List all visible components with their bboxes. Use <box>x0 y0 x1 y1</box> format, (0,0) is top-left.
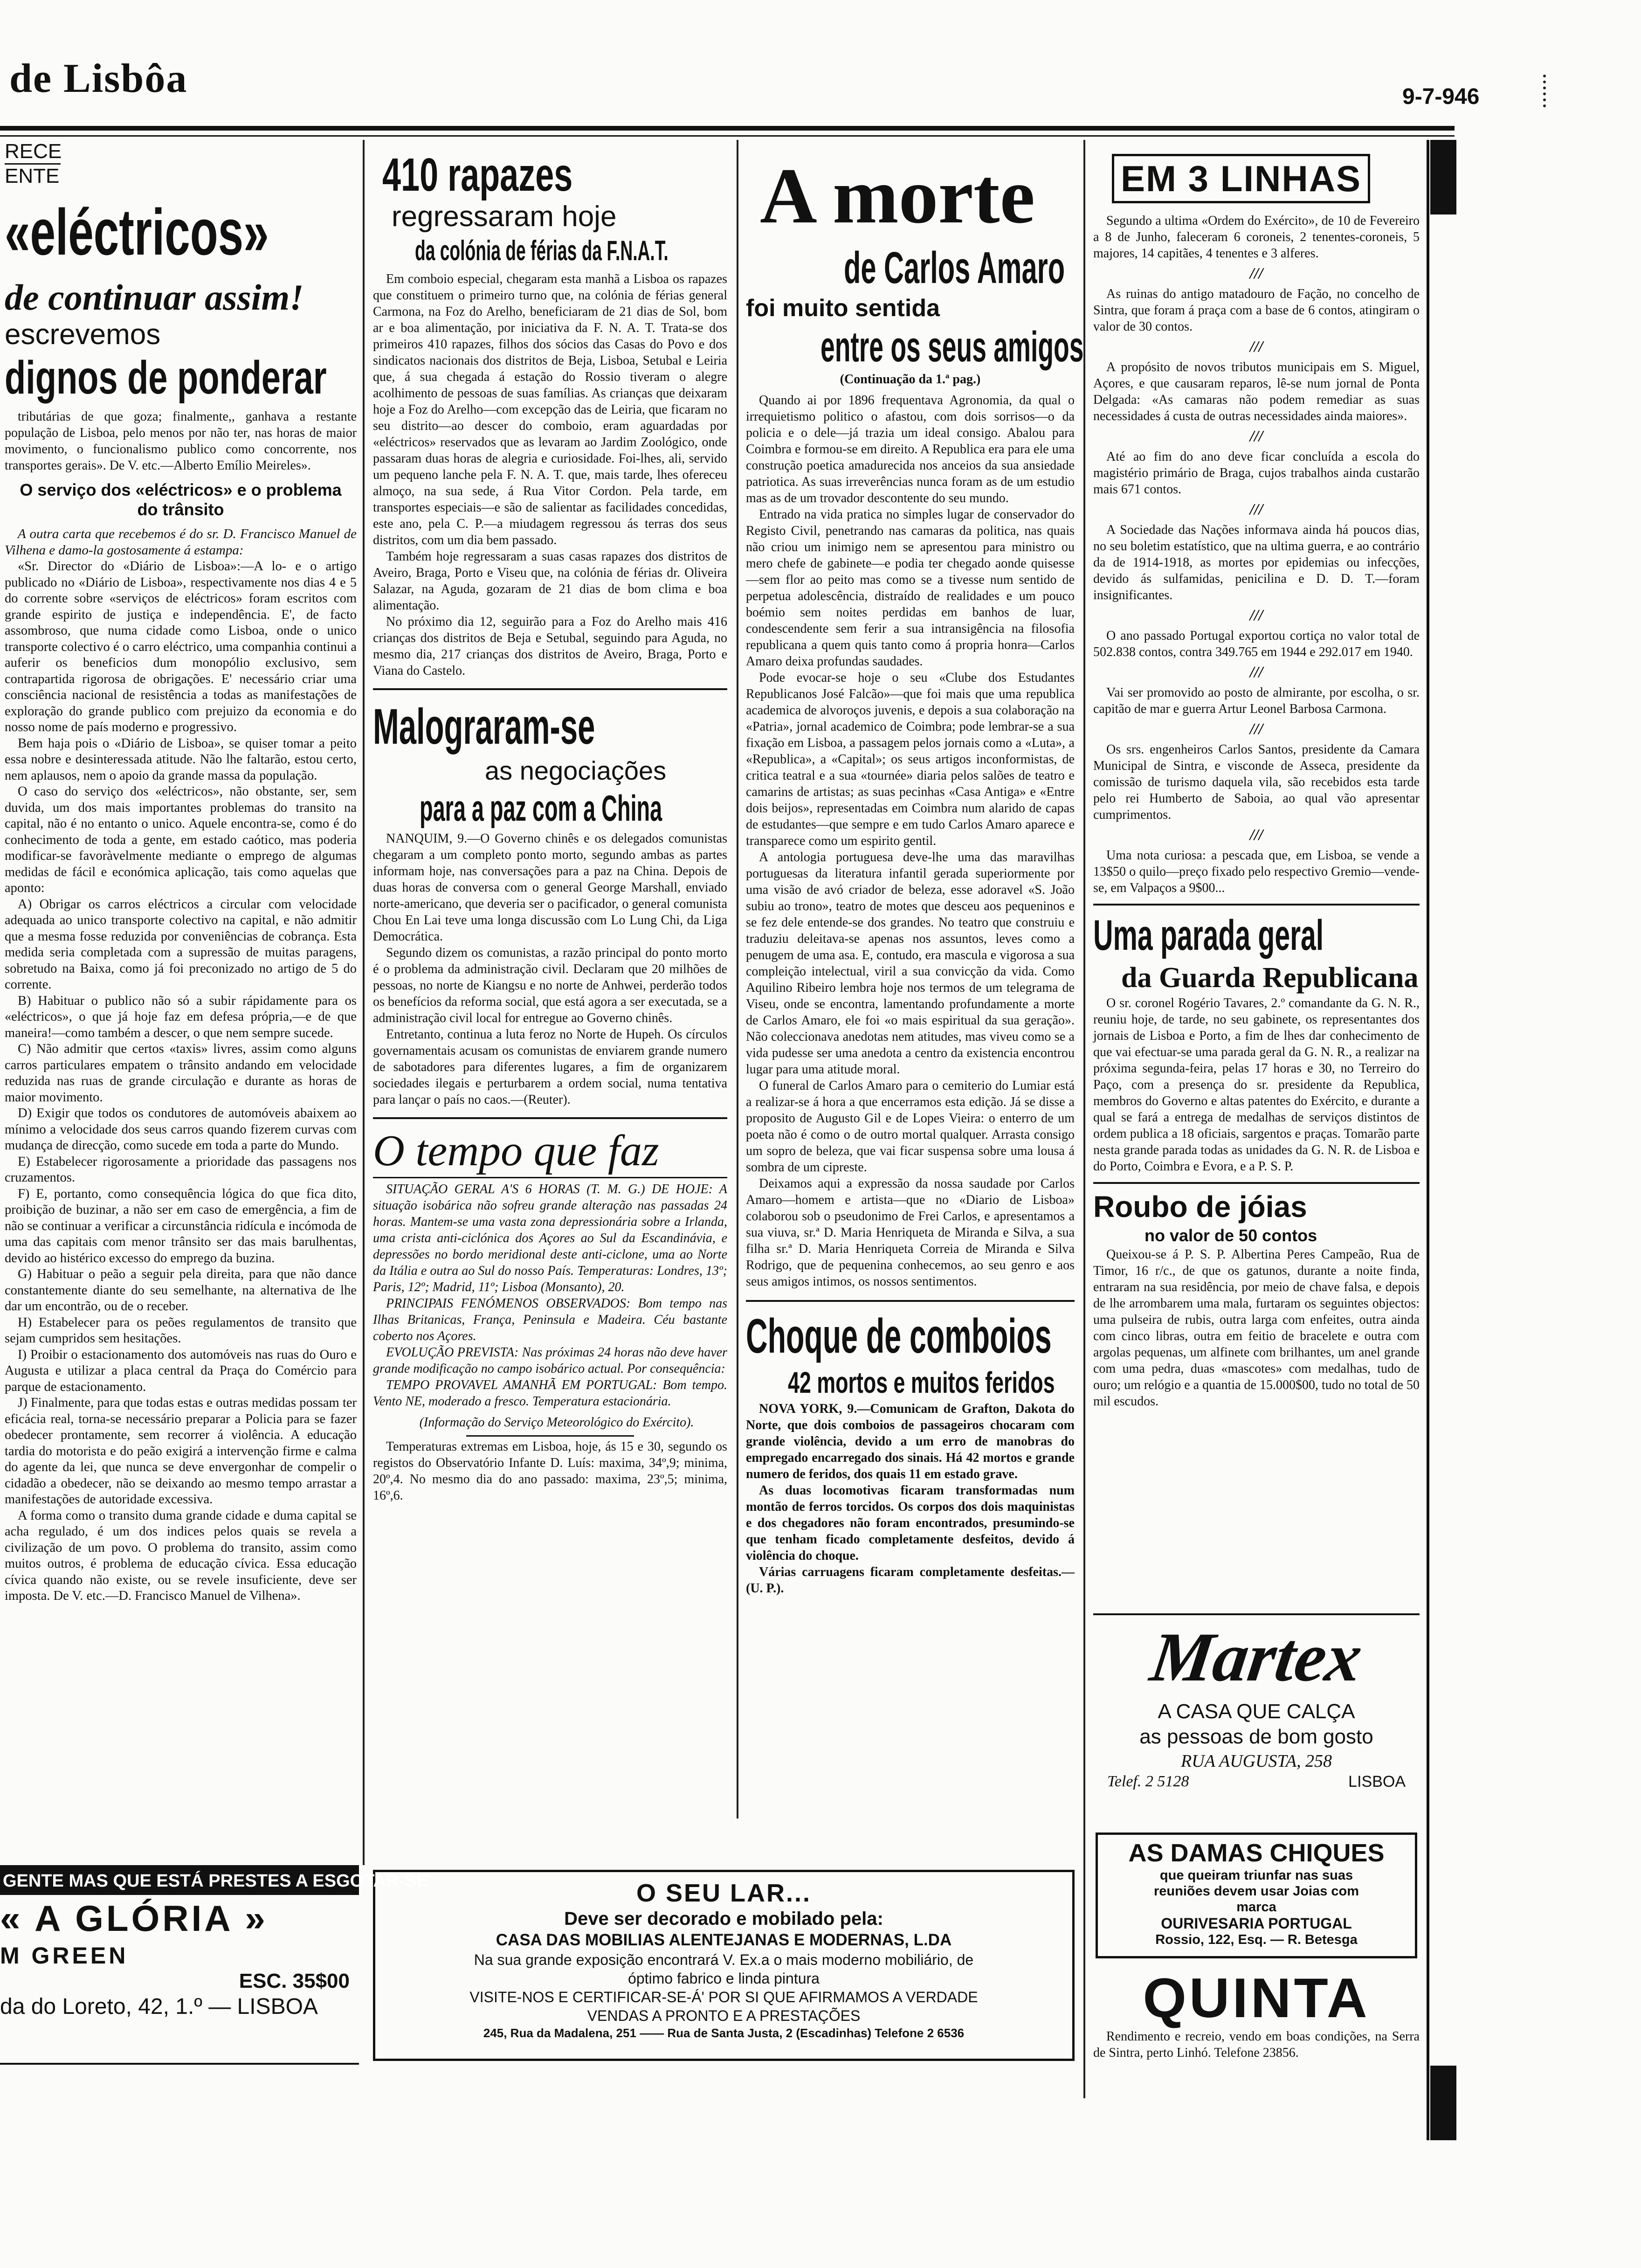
masthead-rule-thin <box>0 135 1455 137</box>
ad-line: que queiram triunfar nas suas <box>1159 1868 1353 1883</box>
paragraph: Em comboio especial, chegaram esta manhã a Lisboa os rapazes que constituem o primeiro turno que, na colónia de férias general Carmona, na Foz do Arelho, beneficiaram de 21 dias de Sol, bom ar e boa alimentação, por iniciativa da F. N. A. T. Trata-se dos primeiros 410 rapazes, filhos dos sócios das Casas do Povo e dos sindicatos nacionais dos distritos de Beja, Lisboa, Setubal e Leiria que, á sua chegada á estação do Rossio tiveram o alegre acolhimento de pessoas de suas famílias. As crianças que deixaram hoje a Foz do Arelho—com excepção das de Leiria, que ficaram no seu distrito—ao descer do comboio, eram aguardadas por «eléctricos» reservados que as levaram ao Jardim Zoológico, onde passaram duas horas de alegria e curiosidade. Foi-lhes, ali, servido um pequeno lanche pela F. N. A. T. que, mais tarde, lhes ofereceu almoço, na sua sede, á Rua Vitor Cordon. Pela tarde, em transportes especiais—e são de salientar as facilidades concedidas, este ano, pela C. P.—a miudagem regressou ás terras dos seus distritos, com um dia bem passado. <box>373 272 727 547</box>
column-rule <box>363 140 365 1865</box>
ad-line: GENTE MAS QUE ESTÁ PRESTES A ESGOTAR-SE <box>0 1867 359 1895</box>
ad-line: Rossio, 122, Esq. — R. Betesga <box>1155 1932 1358 1947</box>
headline: 410 rapazes <box>382 149 573 201</box>
headline: «eléctricos» <box>5 195 269 269</box>
separator: /// <box>1249 607 1263 624</box>
kicker: ENTE <box>5 163 61 188</box>
separator: /// <box>1249 428 1263 445</box>
paragraph: J) Finalmente, para que todas estas e outras medidas possam ter eficácia real, torna-se necessário preparar a Policia para se fazer obedecer prontamente, sem recorrer á violência. A educação tardia do motorista e do peão exigirá a intervenção firme e calma do agente da lei, que nunca se deve envergonhar de compelir o cidadão a obedecer, não se deixando ao mesmo tempo arrastar a manifestações de autoridade excessiva. <box>5 1396 357 1507</box>
ad-line: M GREEN <box>0 1943 129 1969</box>
margin-block <box>1430 140 1456 214</box>
paragraph: (Informação do Serviço Meteorológico do Exército). <box>419 1415 694 1430</box>
separator: /// <box>1249 338 1263 355</box>
news-item: A propósito de novos tributos municipais em S. Miguel, Açores, e que causaram reparos, lê-se num jornal de Ponta Delgada: «As camaras não podem remediar as suas necessidades á custa de outras necessidades ainda maiores». <box>1093 360 1420 423</box>
paragraph: Bem haja pois o «Diário de Lisboa», se quiser tomar a peito essa nobre e desinteressada atitude. Não lhe faltarão, estou certo, nem aplausos, nem o apoio da grande massa da população. <box>5 736 357 783</box>
column-3 <box>746 152 1084 1597</box>
paragraph: I) Proibir o estacionamento dos automóveis nas ruas do Ouro e Augusta e utilizar a placa central da Praça do Comércio para parque de estacionamento. <box>5 1347 357 1394</box>
subhead: da Guarda Republicana <box>1121 962 1419 994</box>
paragraph: «Sr. Director do «Diário de Lisboa»:—A lo- e o artigo publicado no «Diário de Lisboa», respectivamente nos dias 4 e 5 do corrente sobre «serviços de eléctricos» foram escritos com grande espirito de justiça e independência. E', de facto assombroso, que numa cidade como Lisboa, onde o unico transporte colectivo é o carro eléctrico, uma companhia continui a auferir os beneficios dum monopólio exclusivo, sem contrapartida rigorosa de obrigações. E' necessário criar uma consciência nacional de resistência a todas as manifestações de exploração do grande publico com prejuizo da economia e do nosso nome de país moderno e progressivo. <box>5 559 357 734</box>
ad-line: 245, Rua da Madalena, 251 —— Rua de Santa Justa, 2 (Escadinhas) Telefone 2 6536 <box>483 2026 965 2040</box>
paragraph: O sr. coronel Rogério Tavares, 2.º comandante da G. N. R., reuniu hoje, de tarde, no seu gabinete, os representantes dos jornais de Lisboa e Porto, a fim de lhes dar conhecimento de que vai efectuar-se uma parada geral da G. N. R., a realizar na próxima segunda-feira, pelas 17 horas e 30, no Terreiro do Paço, com a presença do sr. presidente da Republica, membros do Governo e altas patentes do Exército, e durante a qual se fará a entrega de medalhas de serviços distintos de ordem publica a 18 oficiais, sargentos e praças. Tomarão parte nesta grande parada todas as unidades da G. N. R. de Lisboa e do Porto, Coimbra e Evora, e a P. S. P. <box>1093 996 1420 1174</box>
section-title: O serviço dos «eléctricos» e o problema do trânsito <box>20 480 342 519</box>
ad-title: AS DAMAS CHIQUES <box>1128 1839 1385 1867</box>
news-item: Até ao fim do ano deve ficar concluída a escola do magistério primário de Braga, cujos trabalhos ainda custarão mais 671 contos. <box>1093 449 1420 497</box>
paragraph: No próximo dia 12, seguirão para a Foz do Arelho mais 416 crianças dos distritos de Beja e Setubal, seguindo para Aguda, no mesmo dia, 217 crianças dos distritos de Aveiro, Braga, Porto e Viana do Castelo. <box>373 615 727 678</box>
martex-slogan: as pessoas de bom gosto <box>1139 1725 1373 1748</box>
masthead-date: 9-7-946 <box>1402 84 1480 109</box>
paragraph: tributárias de que goza; finalmente,, ganhava a restante população de Lisboa, pelo menos por não ter, nas horas de maior movimento, o funcionalismo publico como concorrente, nos transportes gerais». De V. etc.—Alberto Emílio Meireles». <box>5 409 357 473</box>
subhead: no valor de 50 contos <box>1145 1226 1317 1245</box>
paragraph: TEMPO PROVAVEL AMANHÃ EM PORTUGAL: Bom tempo. Vento NE, moderado a fresco. Temperatura estacionária. <box>373 1378 727 1409</box>
news-item: O ano passado Portugal exportou cortiça no valor total de 502.838 contos, contra 349.765 em 1944 e 292.017 em 1940. <box>1093 629 1420 659</box>
paragraph: H) Estabelecer para os peões regulamentos de transito que sejam cumpridos sem hesitações. <box>5 1315 357 1346</box>
news-item: Uma nota curiosa: a pescada que, em Lisboa, se vende a 13$50 o quilo—preço fixado pelo respectivo Gremio—vende-se, em Valpaços a 9$00... <box>1093 848 1420 895</box>
subhead: 42 mortos e muitos feridos <box>788 1366 1055 1399</box>
paragraph: Pode evocar-se hoje o seu «Clube dos Estudantes Republicanos José Falcão»—que foi mais que uma republica academica de alvoroços juvenis, e depois a sua colaboração na «Patria», jornal academico de Coimbra; pode lembrar-se a sua fixação em Lisboa, a passagem pelos jornais como a «Luta», a «Republica», a «Capital»; os seus artigos inconformistas, de critica teatral e a sua «tournée» diaria pelos salões de teatro e camarins de artistas; as suas pecinhas «Casa Antiga» e «Entre dois beijos», representadas em Coimbra num alarido de capas de estudantes—que sempre e em tudo Carlos Amaro aparece e transparece como um espirito gentil. <box>746 671 1075 848</box>
ad-line: da do Loreto, 42, 1.º — LISBOA <box>0 1994 318 2019</box>
kicker: RECE <box>5 140 62 163</box>
separator: /// <box>1249 826 1263 844</box>
paragraph: As duas locomotivas ficaram transformadas num montão de ferros torcidos. Os corpos dos dois maquinistas e dos chegadores não foram encontrados, presumindo-se que tenham ficado completamente desfeitos, devido á violência do choque. <box>746 1483 1075 1563</box>
martex-address: RUA AUGUSTA, 258 <box>1180 1751 1332 1771</box>
subhead: as negociações <box>485 756 667 785</box>
news-item: Segundo a ultima «Ordem do Exército», de 10 de Fevereiro a 8 de Junho, faleceram 6 coroneis, 2 tenentes-coroneis, 5 majores, 14 capitães, 4 tenentes e 3 alferes. <box>1093 214 1420 261</box>
paragraph: Quando ai por 1896 frequentava Agronomia, da qual o irrequietismo politico o afastou, com dois sorrisos—o da policia e o dele—já trazia um ideal consigo. Abalou para Coimbra e formou-se em direito. A Republica era para ele uma construção poetica amadurecida nos anceios da sua ansiedade patriotica. As suas irreverências nunca foram as de um estudio mas as de um trovador descontente do seu mundo. <box>746 393 1075 505</box>
column-4 <box>1093 154 1420 1410</box>
paragraph: Queixou-se á P. S. P. Albertina Peres Campeão, Rua de Timor, 16 r/c., de que os gatunos, durante a noite finda, entraram na sua residência, por meio de chave falsa, e depois de lhe arrombarem uma mala, furtaram os seguintes objectos: uma pulseira de rubis, outra larga com enfeites, outra ainda com cinco libras, outra em feitio de bracelete e outra com argolas pequenas, um alfinete com brilhantes, um anel grande com uma pedra, duas «mascotes» com medalhas, tudo de ouro; um relógio e a quantia de 15.000$00, tudo no total de 50 mil escudos. <box>1093 1247 1420 1409</box>
damas-chiques-ad <box>1096 1832 1417 1958</box>
continuation-note: (Continuação da 1.ª pag.) <box>840 372 981 387</box>
ad-title: « A GLÓRIA » <box>0 1898 268 1939</box>
subhead: foi muito sentida <box>746 295 940 322</box>
subhead: de Carlos Amaro <box>844 243 1065 293</box>
martex-city: LISBOA <box>1348 1773 1406 1791</box>
column-2 <box>373 149 727 1504</box>
paragraph: SITUAÇÃO GERAL A'S 6 HORAS (T. M. G.) DE HOJE: A situação isobárica não sofreu grande alteração nas passadas 24 horas. Mantem-se uma vasta zona depressionária sobre a Irlanda, uma crista anti-ciclónica dos Açores ao Sul da Escandinávia, e depressões no bordo meridional deste anti-ciclone, uma ao Norte da Itália e outra ao Sul do nosso País. Temperaturas: Londres, 13º; Paris, 12º; Madrid, 11º; Lisboa (Monsanto), 20. <box>373 1182 727 1294</box>
masthead-rule <box>0 126 1455 131</box>
paragraph: EVOLUÇÃO PREVISTA: Nas próximas 24 horas não deve haver grande modificação no campo isobárico actual. Por consequência: <box>373 1345 727 1376</box>
paragraph: Temperaturas extremas em Lisboa, hoje, ás 15 e 30, segundo os registos do Observatório Infante D. Luís: maxima, 34º,9; minima, 20º,4. No mesmo dia do ano passado: maxima, 23º,5; minima, 16º,6. <box>373 1439 727 1503</box>
martex-phone: Telef. 2 5128 <box>1107 1773 1189 1790</box>
column-1 <box>5 140 357 1604</box>
paragraph: C) Não admitir que certos «taxis» livres, assim como alguns carros particulares empatem o trânsito andando em velocidade reduzida nas ruas de grande circulação e durante as horas de maior movimento. <box>5 1042 357 1105</box>
news-item: A Sociedade das Nações informava ainda há poucos dias, no seu boletim estatístico, que na ultima guerra, e ao contrário da de 1914-1918, as mortes por epidemias ou infecções, devido ás sulfamidas, penicilina e D. D. T.—foram insignificantes. <box>1093 523 1420 602</box>
subhead: regressaram hoje <box>392 201 617 233</box>
news-item: Os srs. engenheiros Carlos Santos, presidente da Camara Municipal de Sintra, e visconde de Asseca, presidente da comissão de turismo daquela vila, são recebidos esta tarde pelo rei Humberto de Saboia, ao qual vão apresentar cumprimentos. <box>1093 742 1420 822</box>
ad-title: QUINTA <box>1143 1967 1370 2029</box>
headline: A morte <box>760 152 1035 240</box>
paragraph: Várias carruagens ficaram completamente desfeitas.—(U. P.). <box>746 1565 1075 1596</box>
paragraph: B) Habituar o publico não só a subir rápidamente para os «eléctricos», o que já hoje faz em defesa própria,—e de que maneira!—como também a descer, o que nem sempre sucede. <box>5 993 357 1040</box>
headline-box <box>1112 154 1370 203</box>
ad-text: Rendimento e recreio, vendo em boas condições, na Serra de Sintra, perto Linhó. Telefone 23856. <box>1093 2029 1420 2060</box>
seu-lar-ad <box>373 1870 1075 2061</box>
ad-line: Na sua grande exposição encontrará V. Ex.a o mais moderno mobiliário, de <box>474 1951 974 1968</box>
paragraph: F) E, portanto, como consequência lógica do que fica dito, proibição de buzinar, a não ser em caso de emergência, a fim de não se continuar a verificar a circunstância ridícula e incómoda de uma das capitais com menor trânsito ser das mais barulhentas, devido ao histérico excesso do emprego da buzina. <box>5 1186 357 1265</box>
ad-title: O SEU LAR... <box>636 1879 812 1907</box>
separator: /// <box>1249 664 1263 681</box>
paragraph: O caso do serviço dos «eléctricos», não obstante, ser, sem duvida, um dos mais importantes problemas do transito na capital, não é no entanto o unico. Aquele encontra-se, como é do conhecimento de toda a gente, em estado caótico, mas poderia modificar-se favoràvelmente mediante o emprego de algumas medidas de fácil e económica aplicação, tais como aquelas que aponto: <box>5 784 357 895</box>
paragraph: Entretanto, continua a luta feroz no Norte de Hupeh. Os círculos governamentais acusam os comunistas de enviarem grande numero de sabotadores para diferentes lugares, a fim de organizarem sociedades ilegais e perturbarem a ordem social, numa tentativa para lançar o país no caos.—(Reuter). <box>373 1027 727 1107</box>
paragraph: PRINCIPAIS FENÓMENOS OBSERVADOS: Bom tempo nas Ilhas Britanicas, França, Peninsula e Madeira. Céu bastante coberto nos Açores. <box>373 1296 727 1343</box>
margin-bar <box>1427 140 1459 2140</box>
paragraph: A antologia portuguesa deve-lhe uma das maravilhas portuguesas da literatura infantil gerada superiormente por uma visão de avó criador de beleza, esse adoravel «S. João subiu ao trono», teatro de motes que desceu aos pequeninos e se fez dele entende-se dos grandes. No teatro que construiu e traduziu deleitava-se apenas nos assuntos, leves como a penugem de uma asa. E, contudo, era mascula e vigorosa a sua compleição intelectual, viril a sua convicção da vida. Como Aquilino Ribeiro lembra hoje nos termos de um telegrama de Viseu, onde se encontra, lamentando profundamente a morte de Carlos Amaro, ele foi «o mais espiritual da sua geração». Não coleccionava anedotas nem atitudes, mas viveu como se a vida pudesse ser uma anedota a centro da existencia encontrou lugar para uma atitude moral. <box>746 850 1075 1077</box>
ad-line: marca <box>1236 1900 1276 1915</box>
headline: O tempo que faz <box>373 1127 659 1175</box>
ad-line: óptimo fabrico e linda pintura <box>628 1970 820 1987</box>
paragraph: E) Estabelecer rigorosamente a prioridade das passagens nos cruzamentos. <box>5 1154 357 1185</box>
subhead: entre os seus amigos <box>820 323 1084 371</box>
paragraph: A) Obrigar os carros eléctricos a circular com velocidade adequada ao unico transporte colectivo na capital, e não admitir que a mesma fosse reduzida por conveniências de cobrança. Esta medida seria completada com a supressão de muitas paragens, sobretudo na Baixa, como já foi preconizado no artigo de 5 do corrente. <box>5 897 357 992</box>
separator: /// <box>1249 265 1263 282</box>
paragraph: A forma como o transito duma grande cidade e duma capital se acha regulado, é um dos indices pelos quais se revela a civilização de um povo. O problema do transito, assim como muitos outros, é problema de educação cívica. Essa educação cívica quando não existe, ou se revele insuficiente, deve ser imposta. De V. etc.—D. Francisco Manuel de Vilhena». <box>5 1508 357 1603</box>
headline: Choque de comboios <box>746 1309 1052 1363</box>
headline: Uma parada geral <box>1093 912 1324 959</box>
martex-slogan: A CASA QUE CALÇA <box>1158 1700 1355 1723</box>
paragraph: O funeral de Carlos Amaro para o cemiterio do Lumiar está a realizar-se á hora a que encerramos esta edição. Já se disse a proposito de Augusto Gil e de Lopes Vieira: o enterro de um poeta não é como o de outro mortal qualquer. Arrasta consigo um sopro de beleza, que vai ficar suspensa sobre uma lousa á sombra de um cipreste. <box>746 1079 1075 1175</box>
column-rule <box>737 140 738 1819</box>
separator: /// <box>1249 501 1263 518</box>
gloria-ad <box>0 1865 428 2065</box>
ad-price: ESC. 35$00 <box>239 1970 350 1992</box>
margin-block <box>1430 2066 1456 2140</box>
martex-ad <box>1093 1613 1420 1825</box>
news-item: As ruinas do antigo matadouro de Fação, no concelho de Sintra, que foram á praça com a base de 6 contos, atingiram o valor de 30 contos. <box>1093 287 1420 334</box>
paragraph: Entrado na vida pratica no simples lugar de conservador do Registo Civil, penetrando nas camaras da politica, nas quais não criou um inimigo nem se apresentou para ministro ou mero chefe de gabinete—e podia ter chegado aonde quisesse—sem flor ao peito mas como se a tivesse num sentido de perpetua adolescência, distraído de realidades e um pouco boémio sem noites perdidas em banhos de luar, condescendente sem ferir a sua intransigência na filosofia republicana a quem quis tanto como á propria honra—Carlos Amaro deixa profundas saudades. <box>746 507 1075 669</box>
news-item: Vai ser promovido ao posto de almirante, por escolha, o sr. capitão de mar e guerra Artur Leonel Barbosa Carmona. <box>1093 685 1420 716</box>
headline: Roubo de jóias <box>1093 1190 1307 1224</box>
masthead-title: de Lisbôa <box>9 56 188 101</box>
paragraph: Também hoje regressaram a suas casas rapazes dos distritos de Aveiro, Braga, Porto e Viseu que, na colónia de férias dr. Oliveira Salazar, na Aguda, gozaram de 21 dias de bom clima e boa alimentação. <box>373 549 727 613</box>
paragraph: NOVA YORK, 9.—Comunicam de Grafton, Dakota do Norte, que dois comboios de passageiros chocaram com grande violência, devido a um erro de manobras do empregado encarregado dos sinais. Há 42 mortos e grande numero de feridos, dos quais 11 em estado grave. <box>746 1402 1075 1481</box>
ad-line: OURIVESARIA PORTUGAL <box>1161 1915 1352 1932</box>
paragraph: Segundo dizem os comunistas, a razão principal do ponto morto é o problema da administração civil. Declaram que 20 milhões de pessoas, no norte de Kiangsu e no norte de Anhwei, perderão todos os benefícios da reforma social, que está agora a ser executada, se a administração civil local for entregue ao Governo chinês. <box>373 946 727 1025</box>
ad-line: VENDAS A PRONTO E A PRESTAÇÕES <box>587 2007 861 2024</box>
column-rule <box>1083 140 1085 2098</box>
martex-logo: Martex <box>1146 1618 1367 1696</box>
ad-line: VISITE-NOS E CERTIFICAR-SE-Á' POR SI QUE AFIRMAMOS A VERDADE <box>469 1989 978 2005</box>
headline: Malograram-se <box>373 698 595 754</box>
ad-line: CASA DAS MOBILIAS ALENTEJANAS E MODERNAS, L.DA <box>496 1931 952 1949</box>
paragraph: NANQUIM, 9.—O Governo chinês e os delegados comunistas chegaram a um completo ponto morto, segundo ambas as partes informam hoje, nas conversações para a paz na China. Depois de duas horas de conversa com o general George Marshall, enviado norte-americano, que deveria ser o pacificador, o general comunista Chou En Lai teve uma longa discussão com Lo Lung Chi, da Liga Democrática. <box>373 831 727 944</box>
margin-mark <box>1543 75 1549 107</box>
subhead: da colónia de férias da F.N.A.T. <box>415 235 669 266</box>
subhead: de continuar assim! <box>5 277 304 318</box>
subhead: escrevemos <box>5 318 161 351</box>
subhead: para a paz com a China <box>420 788 662 829</box>
paragraph: Deixamos aqui a expressão da nossa saudade por Carlos Amaro—homem e artista—que no «Diario de Lisboa» colaborou sob o pseudonimo de Frei Carlos, e apresentamos a sua viuva, sr.ª D. Maria Henriqueta de Miranda e Silva, a sua filha sr.ª D. Maria Henriqueta Correia de Miranda e Silva Rodrigo, que de pequenina conhecemos, ao seu genro e aos seus amigos intimos, os nossos sentimentos. <box>746 1176 1075 1289</box>
headline: dignos de ponderar <box>5 352 327 404</box>
paragraph: D) Exigir que todos os condutores de automóveis abaixem ao mínimo a velocidade dos seus carros quando fizerem curvas com mudança de direcção, como sucede em toda a parte do Mundo. <box>5 1106 357 1153</box>
ad-line: Deve ser decorado e mobilado pela: <box>564 1908 883 1929</box>
headline: EM 3 LINHAS <box>1121 158 1362 199</box>
separator: /// <box>1249 720 1263 738</box>
paragraph: A outra carta que recebemos é do sr. D. Francisco Manuel de Vilhena e damo-la gostosamente á estampa: <box>5 526 357 558</box>
paragraph: G) Habituar o peão a seguir pela direita, para que não dance constantemente diante do seu semelhante, na alternativa de lhe dar um encontrão, ou de o receber. <box>5 1267 357 1314</box>
ad-line: reuniões devem usar Joias com <box>1153 1884 1359 1899</box>
quinta-ad <box>1093 1968 1420 2061</box>
